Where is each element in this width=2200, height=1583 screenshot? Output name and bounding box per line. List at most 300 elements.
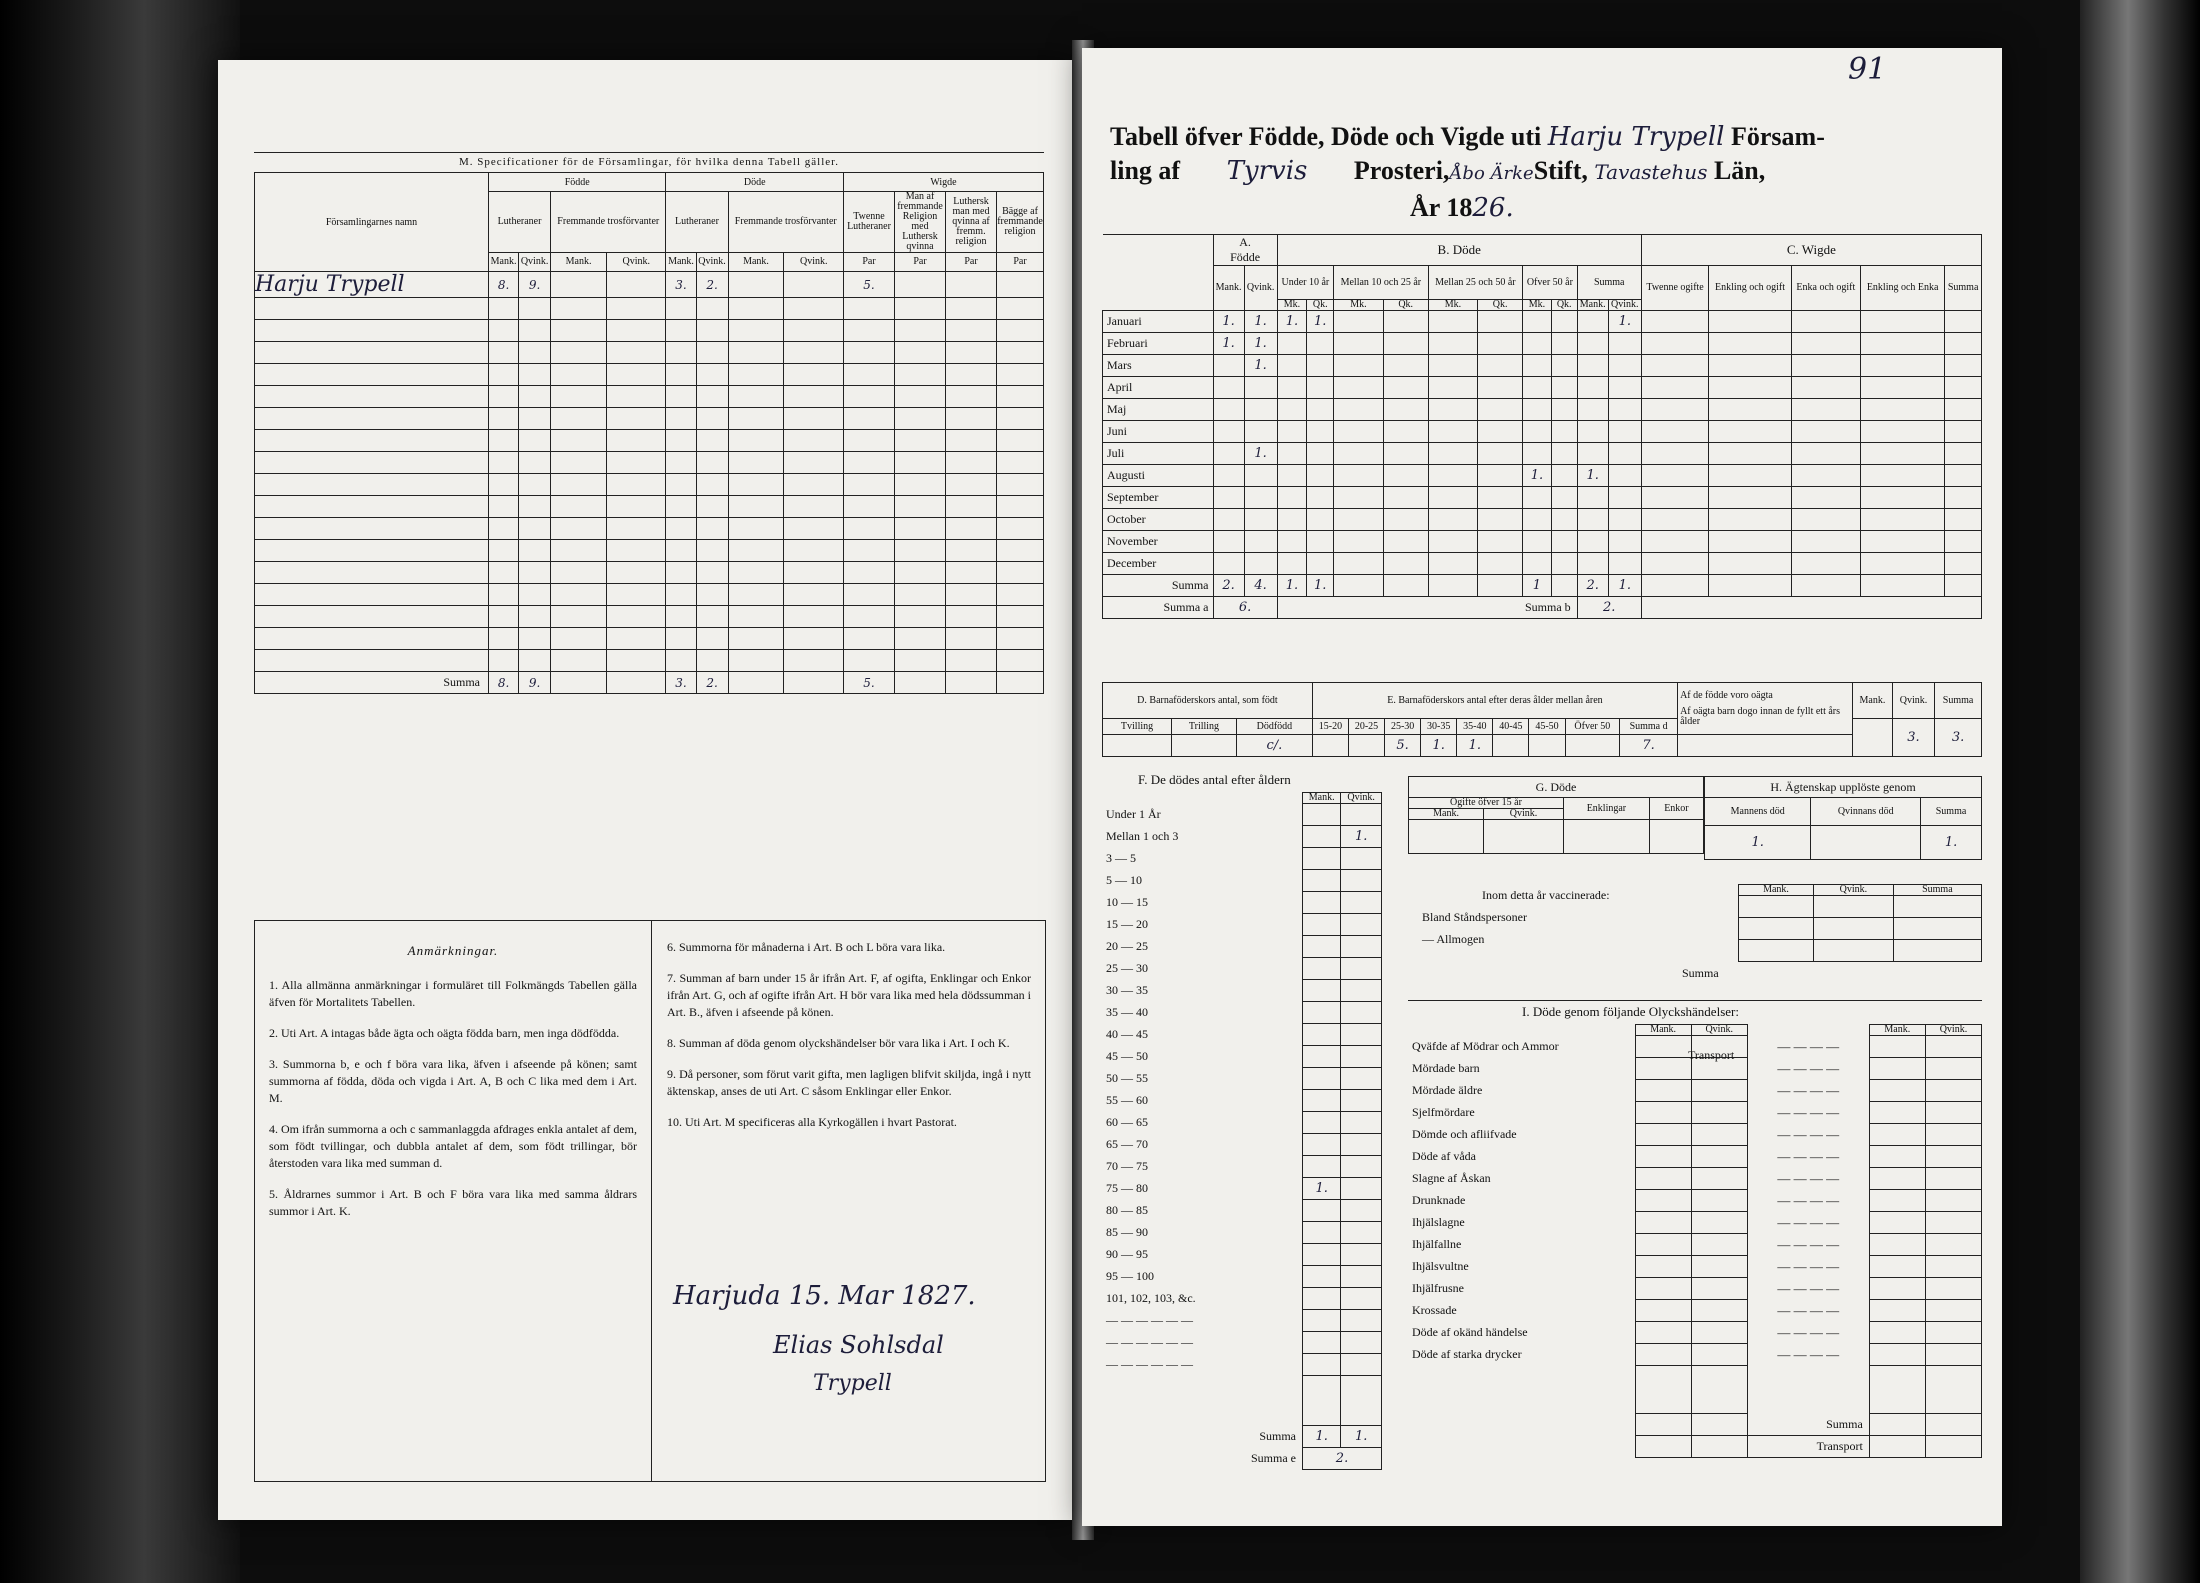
summa-row: [1103, 575, 1982, 597]
cell: [1551, 531, 1577, 553]
vacc-row: Bland Ståndspersoner: [1422, 910, 1527, 924]
cell: [1334, 487, 1384, 509]
cell: [255, 430, 489, 452]
cell: [1334, 333, 1384, 355]
transport-cell: — — — —: [1747, 1124, 1869, 1146]
cell: [1478, 377, 1523, 399]
cell: [1641, 465, 1709, 487]
cell: [1635, 1322, 1691, 1344]
note-item: 10. Uti Art. M specificeras alla Kyrkogällen i hvart Pastorat.: [667, 1115, 957, 1129]
accident-row: [1408, 1300, 1982, 1322]
cell: [1523, 487, 1552, 509]
cell: [1523, 377, 1552, 399]
age-row-blank: [1102, 1332, 1382, 1354]
cell: [1869, 1036, 1925, 1058]
cell: [696, 628, 728, 650]
cell: 9.: [519, 272, 551, 298]
age-row: [1102, 958, 1382, 980]
cell: [255, 518, 489, 540]
e-col: 25-30: [1385, 719, 1421, 735]
i-summa-label: Summa: [1747, 1414, 1869, 1436]
cell: [946, 298, 997, 320]
cell: 1.: [1244, 333, 1277, 355]
cell: [1277, 487, 1307, 509]
cell: 1.: [1307, 575, 1334, 597]
notes-right-list: [653, 921, 1045, 1131]
cell: [1478, 531, 1523, 553]
mk: Mk.: [1277, 300, 1307, 311]
cell: [519, 474, 551, 496]
cell: [946, 474, 997, 496]
cell: [551, 408, 607, 430]
cell: [551, 272, 607, 298]
cell: [1869, 1212, 1925, 1234]
cell: [1641, 509, 1709, 531]
col-fodde: Födde: [489, 173, 666, 192]
cell: [1577, 531, 1608, 553]
a-qvink: Qvink.: [1244, 266, 1277, 311]
cell: [1334, 355, 1384, 377]
cell: c/.: [1236, 735, 1312, 757]
cell: [895, 298, 946, 320]
b-col: Ofver 50 år: [1523, 266, 1578, 300]
cell: 1.: [1244, 311, 1277, 333]
cell: [844, 584, 895, 606]
cell: [1303, 1200, 1341, 1222]
cell: [1383, 377, 1428, 399]
cell: [1341, 980, 1382, 1002]
sub-qvink: Qvink.: [784, 253, 844, 272]
summa-label: Summa: [255, 672, 489, 694]
cell: [666, 606, 696, 628]
table-row: [255, 584, 1044, 606]
vacc-mank: Mank.: [1739, 885, 1814, 896]
transport-cell: — — — —: [1747, 1080, 1869, 1102]
cell: [946, 452, 997, 474]
cell: [1341, 1310, 1382, 1332]
cell: [1213, 509, 1244, 531]
cell: [1635, 1124, 1691, 1146]
table-row: [255, 540, 1044, 562]
cell: 1.: [1303, 1178, 1341, 1200]
cell: [1428, 399, 1478, 421]
cell: [844, 518, 895, 540]
cell: [1635, 1080, 1691, 1102]
cell: [666, 364, 696, 386]
cell: [1303, 1112, 1341, 1134]
cell: [1428, 377, 1478, 399]
cell: [519, 342, 551, 364]
cell: [1334, 509, 1384, 531]
cell: [551, 540, 607, 562]
cell: [784, 628, 844, 650]
cell: [666, 496, 696, 518]
cell: [1303, 826, 1341, 848]
cell: [997, 606, 1044, 628]
cell: [1791, 509, 1860, 531]
cell: [1709, 487, 1791, 509]
cell: [551, 606, 607, 628]
g-col: Enklingar: [1563, 798, 1649, 820]
cell: [1925, 1080, 1981, 1102]
age-label: 20 — 25: [1106, 939, 1148, 953]
cell: [1791, 531, 1860, 553]
cell: [1277, 355, 1307, 377]
age-row-blank: [1102, 1310, 1382, 1332]
cell: [1303, 1090, 1341, 1112]
cell: [1307, 333, 1334, 355]
cell: [784, 298, 844, 320]
cell: [1334, 399, 1384, 421]
month-row: [1103, 311, 1982, 333]
oagta-summa: Summa: [1935, 683, 1982, 719]
cell: [1303, 1310, 1341, 1332]
age-row: [1102, 1266, 1382, 1288]
cell: [946, 518, 997, 540]
notes-title: Anmärkningar.: [407, 943, 499, 958]
accident-label: Ihjälslagne: [1412, 1215, 1465, 1229]
cell: [1861, 509, 1945, 531]
cell: [728, 562, 784, 584]
cell: [1861, 553, 1945, 575]
cell: [1608, 333, 1641, 355]
c-col: Summa: [1945, 266, 1982, 311]
age-label: 75 — 80: [1106, 1181, 1148, 1195]
cell: [946, 496, 997, 518]
col-names: Församlingarnes namn: [255, 173, 489, 272]
cell: [1925, 1146, 1981, 1168]
cell: [1478, 443, 1523, 465]
accident-row: [1408, 1256, 1982, 1278]
cell: [895, 540, 946, 562]
cell: [1341, 870, 1382, 892]
note-item: 7. Summan af barn under 15 år ifrån Art. F, af ogifta, Enklingar och Enkor ifrån Art. G, och af ogifte ifrån Art. H bör vara lika med hela dödssumman i Art. B., äfven i afseende på könen.: [667, 971, 1031, 1019]
cell: [607, 452, 666, 474]
cell: [1244, 487, 1277, 509]
col-wigde: Wigde: [844, 173, 1044, 192]
cell: [895, 650, 946, 672]
a-mank: Mank.: [1213, 266, 1244, 311]
cell: [997, 562, 1044, 584]
cell: [1244, 465, 1277, 487]
cell: [844, 496, 895, 518]
accident-row: [1408, 1168, 1982, 1190]
cell: [1478, 421, 1523, 443]
cell: [997, 386, 1044, 408]
age-label: 25 — 30: [1106, 961, 1148, 975]
cell: [1478, 355, 1523, 377]
cell: [666, 452, 696, 474]
cell: [1213, 487, 1244, 509]
cell: [519, 430, 551, 452]
cell: [1925, 1300, 1981, 1322]
accident-row: [1408, 1146, 1982, 1168]
cell: [1303, 1002, 1341, 1024]
cell: [1383, 465, 1428, 487]
cell: [1861, 465, 1945, 487]
cell: [844, 628, 895, 650]
m-table-body: [255, 272, 1044, 672]
sub-qvink: Qvink.: [696, 253, 728, 272]
cell: [784, 408, 844, 430]
cell: [1925, 1344, 1981, 1366]
cell: [946, 272, 997, 298]
cell: [666, 518, 696, 540]
cell: [1691, 1124, 1747, 1146]
cell: [1307, 421, 1334, 443]
cell: [1577, 421, 1608, 443]
cell: [1945, 465, 1982, 487]
age-label: 90 — 95: [1106, 1247, 1148, 1261]
cell: [1635, 1278, 1691, 1300]
cell: [1791, 443, 1860, 465]
cell: [1577, 311, 1608, 333]
cell: [489, 518, 519, 540]
cell: [784, 496, 844, 518]
cell: [1244, 509, 1277, 531]
title-stift: Åbo Ärke: [1449, 163, 1534, 184]
cell: [728, 386, 784, 408]
cell: [1608, 509, 1641, 531]
cell: [551, 628, 607, 650]
accident-row: [1408, 1080, 1982, 1102]
cell: [1791, 333, 1860, 355]
cell: [489, 320, 519, 342]
cell: [1577, 487, 1608, 509]
month-row: [1103, 377, 1982, 399]
age-label: 101, 102, 103, &c.: [1106, 1291, 1196, 1305]
cell: [1945, 553, 1982, 575]
cell: [1551, 355, 1577, 377]
sub-qvink: Qvink.: [519, 253, 551, 272]
cell: [551, 452, 607, 474]
cell: [895, 386, 946, 408]
cell: [1641, 531, 1709, 553]
cell: [784, 320, 844, 342]
cell: [519, 540, 551, 562]
summa-a: 6.: [1213, 597, 1277, 619]
transport-cell: — — — —: [1747, 1300, 1869, 1322]
note-item: 1. Alla allmänna anmärkningar i formuläret till Folkmängds Tabellen gälla äfven för Mortalitets Tabellen.: [269, 978, 637, 1009]
cell: [519, 386, 551, 408]
cell: [1244, 553, 1277, 575]
month-row: [1103, 531, 1982, 553]
cell: [728, 584, 784, 606]
age-row: [1102, 980, 1382, 1002]
cell: [728, 628, 784, 650]
accident-label: Mördade äldre: [1412, 1083, 1483, 1097]
cell: [1303, 1046, 1341, 1068]
sub-par: Par: [946, 253, 997, 272]
cell: [1945, 443, 1982, 465]
cell: [519, 298, 551, 320]
note-item: 6. Summorna för månaderna i Art. B och L böra vara lika.: [667, 940, 946, 954]
cell: [489, 540, 519, 562]
cell: [1577, 553, 1608, 575]
cell: [1635, 1058, 1691, 1080]
cell: [1303, 1222, 1341, 1244]
cell: [1853, 719, 1893, 757]
cell: [728, 540, 784, 562]
sub-mank: Mank.: [728, 253, 784, 272]
cell: [1523, 333, 1552, 355]
cell: [1277, 399, 1307, 421]
month-row: [1103, 487, 1982, 509]
note-item: 3. Summorna b, e och f böra vara lika, äfven i afseende på könen; samt summorna af födda, döda och vigda i Art. A, B och C lika med dem i Art. M.: [269, 1057, 637, 1105]
accident-row: [1408, 1212, 1982, 1234]
g-col: Enkor: [1649, 798, 1703, 820]
col-w-twenne: Twenne Lutheraner: [844, 192, 895, 253]
age-row: [1102, 914, 1382, 936]
cell: [1383, 311, 1428, 333]
cell: [1213, 377, 1244, 399]
cell: [551, 496, 607, 518]
i-transport-bottom: Transport: [1747, 1436, 1869, 1458]
summa-b: 2.: [1577, 597, 1641, 619]
cell: [666, 298, 696, 320]
cell: [1861, 399, 1945, 421]
cell: [255, 628, 489, 650]
age-label: 95 — 100: [1106, 1269, 1154, 1283]
cell: [1303, 1156, 1341, 1178]
e-col: 35-40: [1457, 719, 1493, 735]
age-row: [1102, 1288, 1382, 1310]
cell: [1869, 1058, 1925, 1080]
cell: [1709, 509, 1791, 531]
f-summa-e: 2.: [1303, 1448, 1382, 1470]
table-row: [255, 474, 1044, 496]
cell: 2.: [1577, 575, 1608, 597]
cell: [1307, 443, 1334, 465]
cell: [1523, 443, 1552, 465]
cell: [1861, 421, 1945, 443]
cell: [1341, 1134, 1382, 1156]
cell: [728, 452, 784, 474]
cell: [895, 474, 946, 496]
cell: [1791, 399, 1860, 421]
cell: [728, 408, 784, 430]
cell: [551, 584, 607, 606]
cell: [1691, 1278, 1747, 1300]
cell: [1641, 333, 1709, 355]
cell: [997, 628, 1044, 650]
month-name: Maj: [1103, 399, 1214, 421]
cell: [1341, 804, 1382, 826]
cell: [1691, 1146, 1747, 1168]
cell: [728, 320, 784, 342]
c-col: Enkling och ogift: [1709, 266, 1791, 311]
month-row: [1103, 443, 1982, 465]
cell: [1869, 1124, 1925, 1146]
cell: [1478, 487, 1523, 509]
cell: 1.: [1213, 311, 1244, 333]
cell: [1945, 421, 1982, 443]
cell: [1641, 553, 1709, 575]
cell: [1861, 355, 1945, 377]
cell: [1428, 443, 1478, 465]
cell: [895, 364, 946, 386]
month-name: April: [1103, 377, 1214, 399]
cell: 9.: [519, 672, 551, 694]
cell: [1635, 1146, 1691, 1168]
cell: [607, 584, 666, 606]
cell: [1341, 1200, 1382, 1222]
cell: 1.: [1277, 311, 1307, 333]
cell: [728, 650, 784, 672]
sec-h: H. Ägtenskap upplöste genom: [1705, 777, 1982, 798]
age-label: 5 — 10: [1106, 873, 1142, 887]
cell: [1869, 1256, 1925, 1278]
cell: [844, 430, 895, 452]
cell: [844, 364, 895, 386]
cell: [551, 386, 607, 408]
age-row: [1102, 892, 1382, 914]
cell: [1945, 399, 1982, 421]
age-row: [1102, 1024, 1382, 1046]
cell: [696, 606, 728, 628]
cell: [728, 474, 784, 496]
age-label: 60 — 65: [1106, 1115, 1148, 1129]
cell: [255, 496, 489, 518]
i-transport-top: Transport: [1688, 1048, 1735, 1062]
transport-cell: — — — —: [1747, 1146, 1869, 1168]
cell: [997, 650, 1044, 672]
cell: [1428, 311, 1478, 333]
cell: [1709, 311, 1791, 333]
cell: [607, 342, 666, 364]
cell: [997, 272, 1044, 298]
cell: [1635, 1256, 1691, 1278]
cell: [946, 562, 997, 584]
cell: [784, 386, 844, 408]
cell: [607, 496, 666, 518]
cell: [1945, 531, 1982, 553]
cell: [1348, 735, 1384, 757]
cell: [895, 320, 946, 342]
transport-cell: — — — —: [1747, 1036, 1869, 1058]
cell: [1303, 1068, 1341, 1090]
cell: [1334, 465, 1384, 487]
cell: [1691, 1256, 1747, 1278]
i-mank: Mank.: [1635, 1025, 1691, 1036]
cell: 8.: [489, 672, 519, 694]
cell: [1303, 936, 1341, 958]
cell: [1635, 1168, 1691, 1190]
cell: [1523, 531, 1552, 553]
cell: [946, 606, 997, 628]
month-row: [1103, 465, 1982, 487]
transport-cell: — — — —: [1747, 1058, 1869, 1080]
cell: [844, 452, 895, 474]
cell: [1312, 735, 1348, 757]
cell: [895, 562, 946, 584]
cell: [696, 584, 728, 606]
i-mank-2: Mank.: [1869, 1025, 1925, 1036]
age-label: 35 — 40: [1106, 1005, 1148, 1019]
cell: [1925, 1234, 1981, 1256]
cell: [255, 584, 489, 606]
cell: [1303, 980, 1341, 1002]
cell: 1.: [1307, 311, 1334, 333]
transport-cell: — — — —: [1747, 1344, 1869, 1366]
cell: [1303, 892, 1341, 914]
cell: [1641, 443, 1709, 465]
cell: [1945, 509, 1982, 531]
month-row: [1103, 333, 1982, 355]
cell: [519, 408, 551, 430]
cell: [1869, 1322, 1925, 1344]
cell: [844, 650, 895, 672]
